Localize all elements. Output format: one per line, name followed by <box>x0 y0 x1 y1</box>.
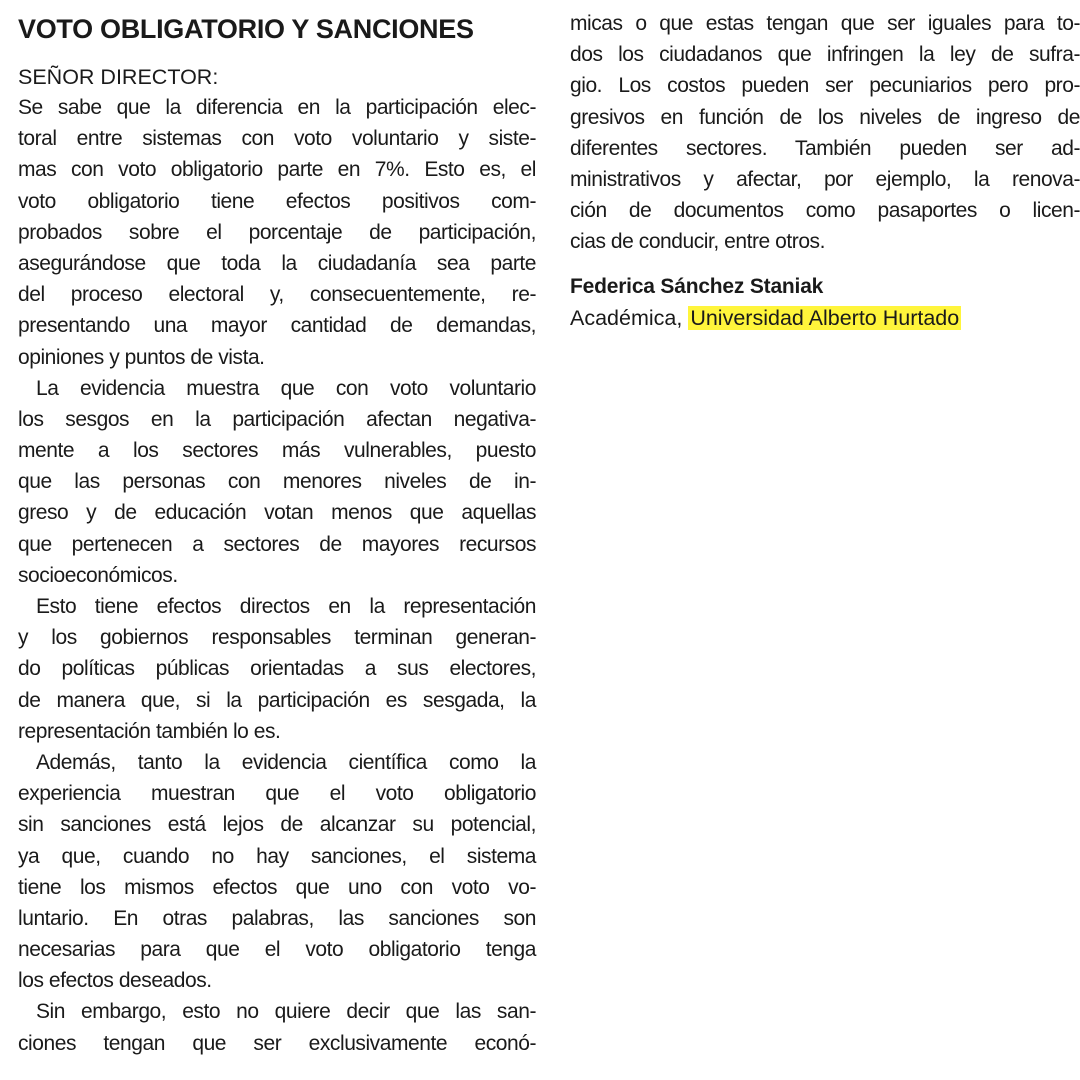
text-line: mas con voto obligatorio parte en 7%. Esto es, el <box>18 158 536 182</box>
text-line: experiencia muestran que el voto obligatorio <box>18 782 536 806</box>
text-line: ción de documentos como pasaportes o licen- <box>570 199 1080 223</box>
text-line: micas o que estas tengan que ser iguales para to- <box>570 12 1080 35</box>
text-line: los efectos deseados. <box>18 969 212 993</box>
text-line: opiniones y puntos de vista. <box>18 345 265 369</box>
text-line: de manera que, si la participación es sesgada, la <box>18 688 536 712</box>
affiliation-institution-highlighted: Universidad Alberto Hurtado <box>690 306 960 330</box>
text-line: La evidencia muestra que con voto voluntario <box>36 376 536 400</box>
text-line: sin sanciones está lejos de alcanzar su potencial, <box>18 813 536 837</box>
text-line: tiene los mismos efectos que uno con voto vo- <box>18 875 536 899</box>
text-line: y los gobiernos responsables terminan generan- <box>18 626 536 650</box>
text-line: cias de conducir, entre otros. <box>570 230 825 254</box>
text-line: asegurándose que toda la ciudadanía sea parte <box>18 251 536 275</box>
author-name: Federica Sánchez Staniak <box>570 275 824 298</box>
text-line: diferentes sectores. También pueden ser ad- <box>570 136 1080 160</box>
text-line: gresivos en función de los niveles de ingreso de <box>570 105 1080 129</box>
text-line: necesarias para que el voto obligatorio tenga <box>18 938 536 962</box>
text-line: Además, tanto la evidencia científica como la <box>36 750 536 774</box>
text-line: greso y de educación votan menos que aquellas <box>18 501 536 525</box>
text-line: los sesgos en la participación afectan negativa- <box>18 407 536 431</box>
text-line: ya que, cuando no hay sanciones, el sistema <box>18 844 536 868</box>
affiliation-prefix: Académica, <box>570 306 683 330</box>
text-line: socioeconómicos. <box>18 563 178 587</box>
text-line: voto obligatorio tiene efectos positivos com- <box>18 189 536 213</box>
text-line: Esto tiene efectos directos en la representación <box>36 595 536 618</box>
left-column-body <box>18 92 536 1059</box>
text-line: ciones tengan que ser exclusivamente econó- <box>18 1031 536 1055</box>
salutation: SEÑOR DIRECTOR: <box>18 65 219 89</box>
author-affiliation <box>570 303 961 333</box>
text-line: representación también lo es. <box>18 719 281 743</box>
text-line: gio. Los costos pueden ser pecuniarios pero pro- <box>570 74 1080 98</box>
text-line: toral entre sistemas con voto voluntario y siste- <box>18 127 536 151</box>
text-line: probados sobre el porcentaje de participación, <box>18 220 536 244</box>
text-line: mente a los sectores más vulnerables, puesto <box>18 439 536 463</box>
text-line: que las personas con menores niveles de in- <box>18 470 536 494</box>
text-line: do políticas públicas orientadas a sus electores, <box>18 657 536 681</box>
text-line: presentando una mayor cantidad de demandas, <box>18 314 536 338</box>
right-column-body <box>570 8 1080 258</box>
text-line: Sin embargo, esto no quiere decir que las san- <box>36 1000 536 1024</box>
article-headline: VOTO OBLIGATORIO Y SANCIONES <box>18 14 474 44</box>
text-line: dos los ciudadanos que infringen la ley de sufra- <box>570 43 1080 67</box>
text-line: que pertenecen a sectores de mayores recursos <box>18 532 536 556</box>
text-line: luntario. En otras palabras, las sanciones son <box>18 906 536 930</box>
text-line: del proceso electoral y, consecuentemente, re- <box>18 283 536 307</box>
text-line: ministrativos y afectar, por ejemplo, la renova- <box>570 167 1080 191</box>
text-line: Se sabe que la diferencia en la participación elec- <box>18 96 536 119</box>
